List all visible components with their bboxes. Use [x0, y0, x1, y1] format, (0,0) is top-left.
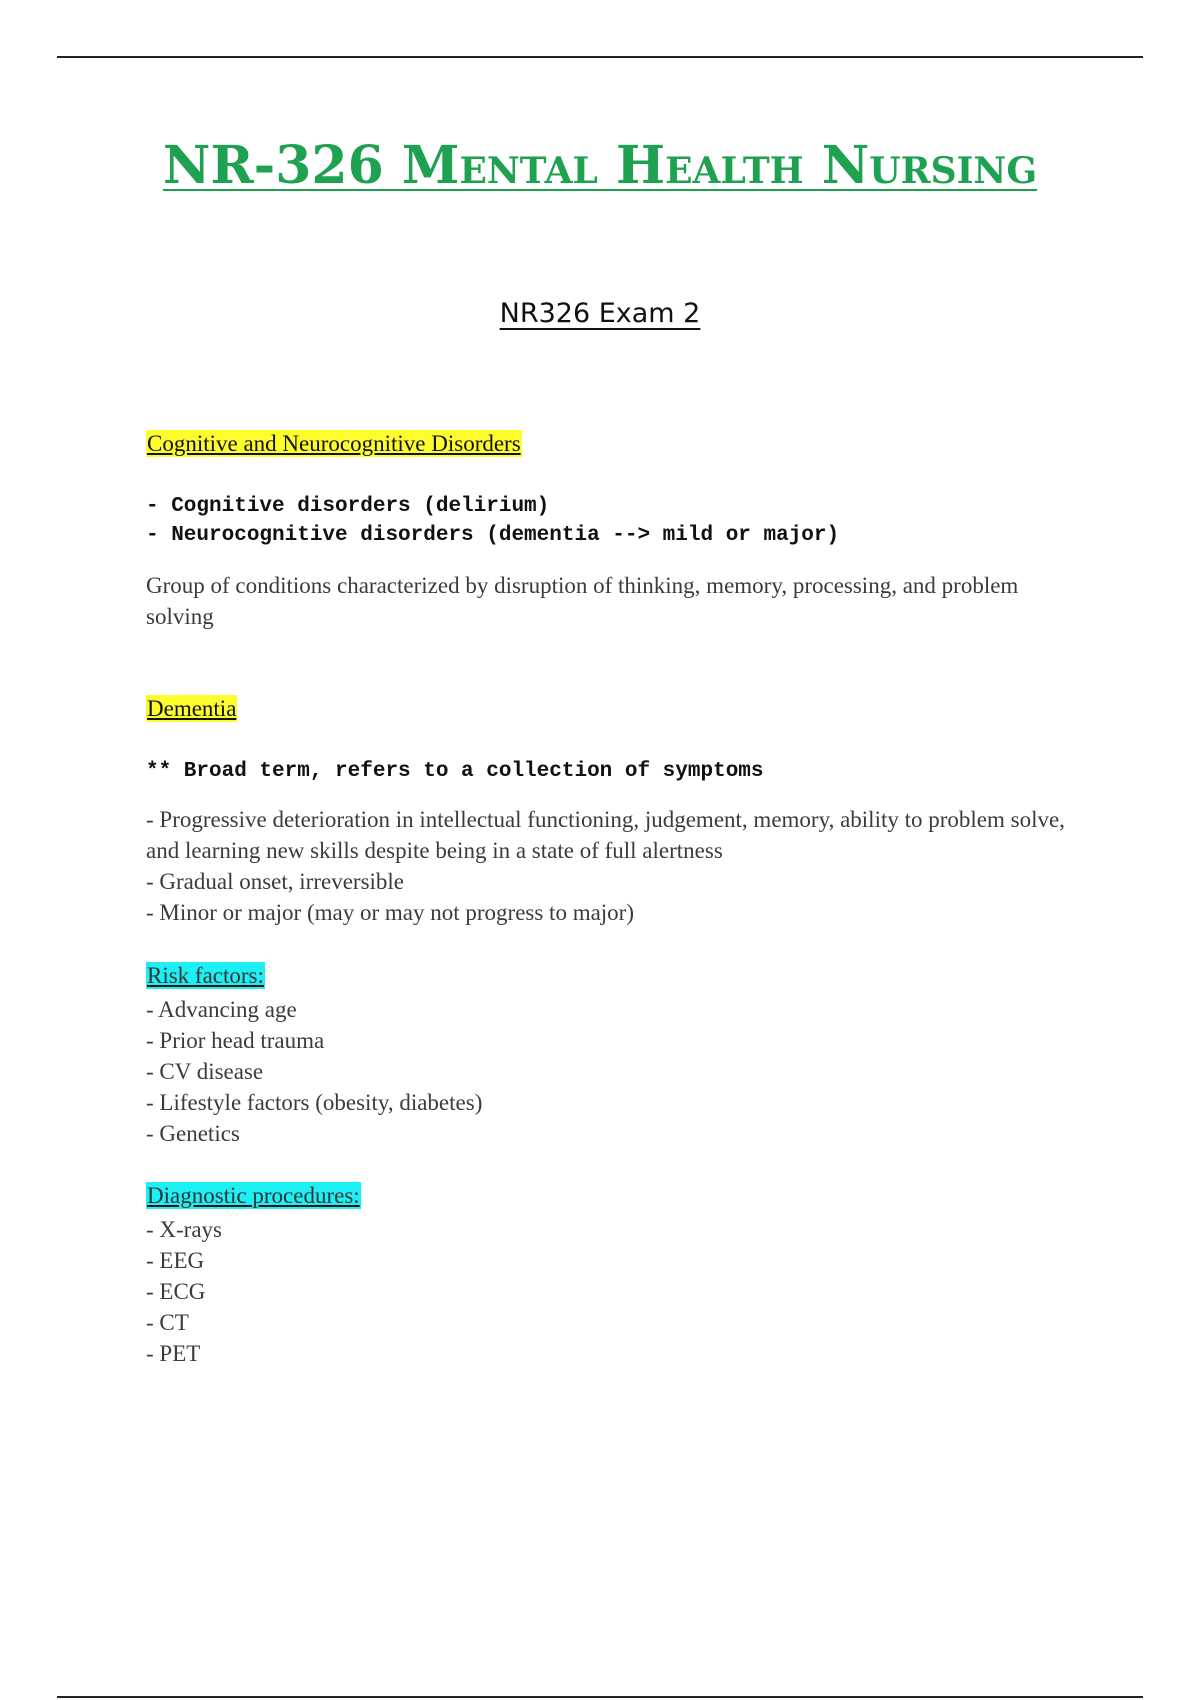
document-title: NR-326 Mental Health Nursing: [162, 135, 1038, 196]
dementia-bullets: [146, 804, 1076, 928]
cognitive-mono-list: [146, 492, 839, 550]
cognitive-description: Group of conditions characterized by disruption of thinking, memory, processing, and problem solving: [146, 573, 1019, 629]
list-item: - CV disease: [146, 1059, 264, 1084]
list-item: - EEG: [146, 1248, 205, 1273]
bottom-rule: [57, 1696, 1143, 1698]
list-item: - Lifestyle factors (obesity, diabetes): [146, 1090, 483, 1115]
risk-factors-list: [146, 994, 1076, 1149]
dementia-mono-note: ** Broad term, refers to a collection of symptoms: [146, 760, 764, 783]
list-item: - X-rays: [146, 1217, 222, 1242]
list-item: - Gradual onset, irreversible: [146, 869, 405, 894]
list-item: - CT: [146, 1310, 189, 1335]
list-item: - Prior head trauma: [146, 1028, 325, 1053]
heading-diagnostic-procedures: Diagnostic procedures:: [147, 1183, 360, 1208]
list-item: - ECG: [146, 1279, 206, 1304]
diagnostic-procedures-list: [146, 1214, 1076, 1369]
heading-risk-factors: Risk factors:: [147, 963, 264, 988]
cognitive-mono-line: - Cognitive disorders (delirium): [146, 495, 550, 518]
cognitive-mono-line: - Neurocognitive disorders (dementia --> mild or major): [146, 524, 840, 547]
heading-dementia: Dementia: [147, 696, 237, 721]
list-item: - Progressive deterioration in intellectual functioning, judgement, memory, ability to problem solve, and learning new skills despite being in a state of full alertness: [146, 807, 1065, 863]
top-rule: [57, 56, 1143, 58]
document-subtitle: NR326 Exam 2: [499, 298, 701, 329]
list-item: - Advancing age: [146, 997, 297, 1022]
list-item: - Genetics: [146, 1121, 240, 1146]
list-item: - PET: [146, 1341, 201, 1366]
list-item: - Minor or major (may or may not progress to major): [146, 900, 634, 925]
heading-cognitive-disorders: Cognitive and Neurocognitive Disorders: [147, 431, 521, 456]
